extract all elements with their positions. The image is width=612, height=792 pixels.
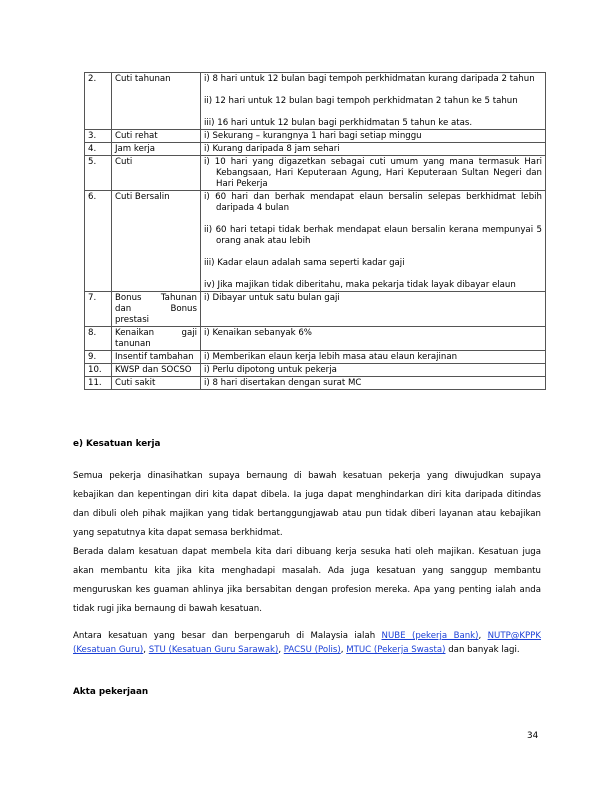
row-details bbox=[201, 73, 546, 130]
row-item bbox=[112, 292, 201, 327]
row-item: Cuti tahunan bbox=[112, 73, 201, 130]
detail-line: i) Memberikan elaun kerja lebih masa atau elaun kerajinan bbox=[204, 352, 458, 362]
detail-line: i) Kurang daripada 8 jam sehari bbox=[204, 144, 340, 154]
page-number: 34 bbox=[527, 731, 539, 741]
row-item: Cuti bbox=[112, 156, 201, 191]
paragraph: Semua pekerja dinasihatkan supaya bernaung di bawah kesatuan pekerja yang diwujudkan supaya kebajikan dan kepentingan diri kita dapat dibela. Ia juga dapat menghindarkan diri kita daripada ditindas dan dibuli oleh pihak majikan yang tidak bertanggungjawab atau pun tidak diberi layanan atau kebajikan yang sepatutnya kita dapat semasa berkhidmat. bbox=[73, 471, 541, 538]
row-details bbox=[201, 377, 546, 390]
unions-paragraph: Antara kesatuan yang besar dan berpengaruh di Malaysia ialah NUBE (pekerja Bank), NUTP@KPPK (Kesatuan Guru), STU (Kesatuan Guru Sarawak), PACSU (Polis), MTUC (Pekerja Swasta) dan banyak lagi. bbox=[73, 631, 542, 655]
row-item: KWSP dan SOCSO bbox=[112, 364, 201, 377]
link-nube[interactable]: NUBE (pekerja Bank) bbox=[381, 631, 479, 641]
row-number: 9. bbox=[85, 351, 112, 364]
link-nutp[interactable]: NUTP@KPPK (Kesatuan Guru) bbox=[73, 631, 542, 655]
row-number: 5. bbox=[85, 156, 112, 191]
detail-line: i) 8 hari disertakan dengan surat MC bbox=[204, 378, 362, 388]
table-row bbox=[85, 73, 546, 130]
row-number: 8. bbox=[85, 327, 112, 351]
detail-line: iii) 16 hari untuk 12 bulan bagi perkhidmatan 5 tahun ke atas. bbox=[204, 118, 473, 128]
table-row bbox=[85, 156, 546, 191]
row-number: 11. bbox=[85, 377, 112, 390]
next-heading: Akta pekerjaan bbox=[73, 687, 149, 697]
paragraph-text: Antara kesatuan yang besar dan berpengaruh di Malaysia ialah bbox=[73, 631, 376, 641]
paragraph-text: dan banyak lagi. bbox=[448, 645, 520, 655]
row-item: Cuti rehat bbox=[112, 130, 201, 143]
row-number: 3. bbox=[85, 130, 112, 143]
paragraph: Berada dalam kesatuan dapat membela kita dari dibuang kerja sesuka hati oleh majikan. Kesatuan juga akan membantu kita jika kita menghadapi masalah. Ada juga kesatuan yang sanggup membantu menguruskan kes guaman ahlinya jika bersabitan dengan profesion mereka. Apa yang penting ialah anda tidak rugi jika bernaung di bawah kesatuan. bbox=[73, 547, 541, 614]
table-row bbox=[85, 351, 546, 364]
detail-line: i) 8 hari untuk 12 bulan bagi tempoh perkhidmatan kurang daripada 2 tahun bbox=[204, 74, 535, 84]
row-number: 6. bbox=[85, 191, 112, 292]
detail-line: iv) Jika majikan tidak diberitahu, maka pekarja tidak layak dibayar elaun bbox=[204, 280, 516, 290]
detail-line: i) Dibayar untuk satu bulan gaji bbox=[204, 293, 340, 303]
row-details bbox=[201, 130, 546, 143]
row-item bbox=[112, 327, 201, 351]
table-row bbox=[85, 327, 546, 351]
link-pacsu[interactable]: PACSU (Polis) bbox=[283, 645, 341, 655]
detail-line: ii) 12 hari untuk 12 bulan bagi tempoh perkhidmatan 2 tahun ke 5 tahun bbox=[204, 96, 518, 106]
detail-line: i) 10 hari yang digazetkan sebagai cuti umum yang mana termasuk Hari Kebangsaan, Hari Keputeraan Agung, Hari Keputeraan Sultan Negeri dan Hari Pekerja bbox=[204, 157, 542, 189]
item-line: Bonus Tahunan bbox=[115, 293, 197, 303]
table-row bbox=[85, 143, 546, 156]
row-details bbox=[201, 191, 546, 292]
item-line: dan Bonus bbox=[115, 304, 197, 314]
row-details bbox=[201, 143, 546, 156]
row-item: Jam kerja bbox=[112, 143, 201, 156]
row-item: Cuti sakit bbox=[112, 377, 201, 390]
benefits-table bbox=[84, 72, 546, 390]
detail-line: iii) Kadar elaun adalah sama seperti kadar gaji bbox=[204, 258, 405, 268]
row-item: Cuti Bersalin bbox=[112, 191, 201, 292]
row-details bbox=[201, 364, 546, 377]
item-line: prestasi bbox=[115, 315, 150, 325]
row-number: 2. bbox=[85, 73, 112, 130]
table-row bbox=[85, 191, 546, 292]
detail-line: i) Sekurang – kurangnya 1 hari bagi setiap minggu bbox=[204, 131, 422, 141]
table-row bbox=[85, 130, 546, 143]
row-item: Insentif tambahan bbox=[112, 351, 201, 364]
item-line: tanunan bbox=[115, 339, 151, 349]
row-number: 7. bbox=[85, 292, 112, 327]
row-number: 4. bbox=[85, 143, 112, 156]
row-details bbox=[201, 156, 546, 191]
table-row bbox=[85, 377, 546, 390]
link-stu[interactable]: STU (Kesatuan Guru Sarawak) bbox=[148, 645, 279, 655]
item-line: Kenaikan gaji bbox=[115, 328, 197, 338]
detail-line: i) 60 hari dan berhak mendapat elaun bersalin selepas berkhidmat lebih daripada 4 bulan bbox=[204, 192, 542, 213]
section-body bbox=[73, 467, 541, 619]
row-details bbox=[201, 327, 546, 351]
table-row bbox=[85, 292, 546, 327]
link-mtuc[interactable]: MTUC (Pekerja Swasta) bbox=[346, 645, 446, 655]
table-row bbox=[85, 364, 546, 377]
row-details bbox=[201, 351, 546, 364]
detail-line: i) Kenaikan sebanyak 6% bbox=[204, 328, 312, 338]
row-number: 10. bbox=[85, 364, 112, 377]
detail-line: i) Perlu dipotong untuk pekerja bbox=[204, 365, 337, 375]
section-heading: e) Kesatuan kerja bbox=[73, 439, 161, 449]
detail-line: ii) 60 hari tetapi tidak berhak mendapat elaun bersalin kerana mempunyai 5 orang anak atau lebih bbox=[204, 225, 542, 246]
row-details bbox=[201, 292, 546, 327]
